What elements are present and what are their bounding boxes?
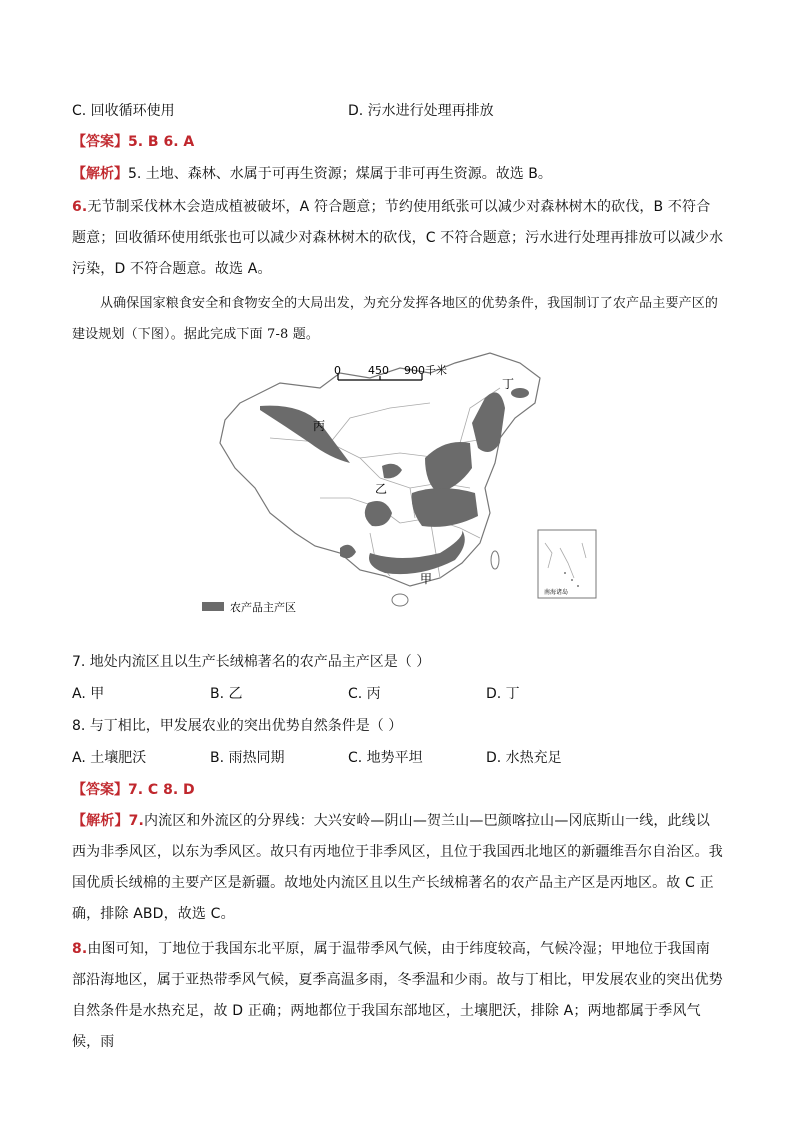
analysis-q7-num: 7.: [128, 813, 144, 829]
legend-swatch: [202, 602, 224, 611]
answer-block-2: [72, 780, 195, 800]
scale-tick-0: 0: [334, 364, 341, 377]
analysis-q8: [72, 934, 724, 1058]
answer2-tag: 【答案】: [72, 782, 128, 798]
q8-stem: 8. 与丁相比，甲发展农业的突出优势自然条件是（ ）: [72, 718, 403, 734]
china-map: [200, 348, 600, 623]
analysis-tag: 【解析】: [72, 166, 128, 182]
analysis-q8-text: 由图可知，丁地位于我国东北平原，属于温带季风气候，由于纬度较高，气候冷湿；甲地位于我国南部沿海地区，属于亚热带季风气候，夏季高温多雨，冬季温和少雨。故与丁相比，甲发展农业的突出优势自然条件是水热充足，故 D 正确；两地都位于我国东部地区，土壤肥沃，排除 A；两地都属于季风气候，雨: [72, 941, 723, 1050]
china-outline: [220, 353, 540, 586]
china-map-figure: [200, 348, 600, 623]
q8-option-c: C. 地势平坦: [348, 750, 423, 766]
q7-option-a: A. 甲: [72, 686, 105, 702]
intro-paragraph: 从确保国家粮食安全和食物安全的大局出发，为充分发挥各地区的优势条件，我国制订了农产品主要产区的建设规划（下图）。据此完成下面 7-8 题。: [72, 296, 719, 342]
answer-tag: 【答案】: [72, 134, 128, 150]
hainan-island: [392, 594, 408, 606]
analysis-q6: [72, 192, 724, 285]
answer2-text: 7. C 8. D: [128, 782, 195, 798]
q7-stem: 7. 地处内流区且以生产长绒棉著名的农产品主产区是（ ）: [72, 654, 431, 670]
q7-option-d: D. 丁: [486, 686, 520, 702]
q7-option-b: B. 乙: [210, 686, 243, 702]
answer-block-1: [72, 132, 194, 152]
q8-option-a: A. 土壤肥沃: [72, 750, 147, 766]
analysis-q6-text: 无节制采伐林木会造成植被破坏，A 符合题意；节约使用纸张可以减少对森林树木的砍伐，B 不符合题意；回收循环使用纸张也可以减少对森林树木的砍伐，C 不符合题意；污水进行处理再排放可以减少水污染，D 不符合题意。故选 A。: [72, 199, 724, 277]
map-legend: [202, 600, 296, 614]
q8-option-d: D. 水热充足: [486, 750, 562, 766]
label-jia: 甲: [420, 572, 433, 586]
option-d: D. 污水进行处理再排放: [348, 103, 494, 119]
inset-label: 南海诸岛: [544, 589, 569, 596]
option-c: C. 回收循环使用: [72, 103, 175, 119]
q8-option-b: B. 雨热同期: [210, 750, 285, 766]
scale-tick-450: 450: [368, 364, 389, 377]
label-bing: 丙: [313, 419, 326, 433]
analysis-q7-text: 内流区和外流区的分界线：大兴安岭—阴山—贺兰山—巴颜喀拉山—冈底斯山一线，此线以西为非季风区，以东为季风区。故只有丙地位于非季风区，且位于我国西北地区的新疆维吾尔自治区。我国优质长绒棉的主要产区是新疆。故地处内流区且以生产长绒棉著名的农产品主产区是丙地区。故 C 正确，排除 ABD，故选 C。: [72, 813, 723, 922]
analysis-q5: [72, 164, 552, 184]
analysis2-tag: 【解析】: [72, 813, 129, 829]
legend-label: 农产品主产区: [230, 601, 296, 614]
analysis-q8-num: 8.: [72, 941, 88, 957]
label-ding: 丁: [502, 377, 515, 391]
scale-tick-900: 900千米: [404, 364, 447, 377]
label-yi: 乙: [375, 482, 388, 496]
q7-option-c: C. 丙: [348, 686, 381, 702]
analysis-q5-text: 5. 土地、森林、水属于可再生资源；煤属于非可再生资源。故选 B。: [128, 166, 552, 182]
analysis-q7: [72, 806, 724, 930]
taiwan-island: [491, 551, 499, 569]
analysis-q6-num: 6.: [72, 199, 88, 215]
answer-text: 5. B 6. A: [128, 134, 195, 150]
south-china-sea-inset: [538, 530, 596, 598]
